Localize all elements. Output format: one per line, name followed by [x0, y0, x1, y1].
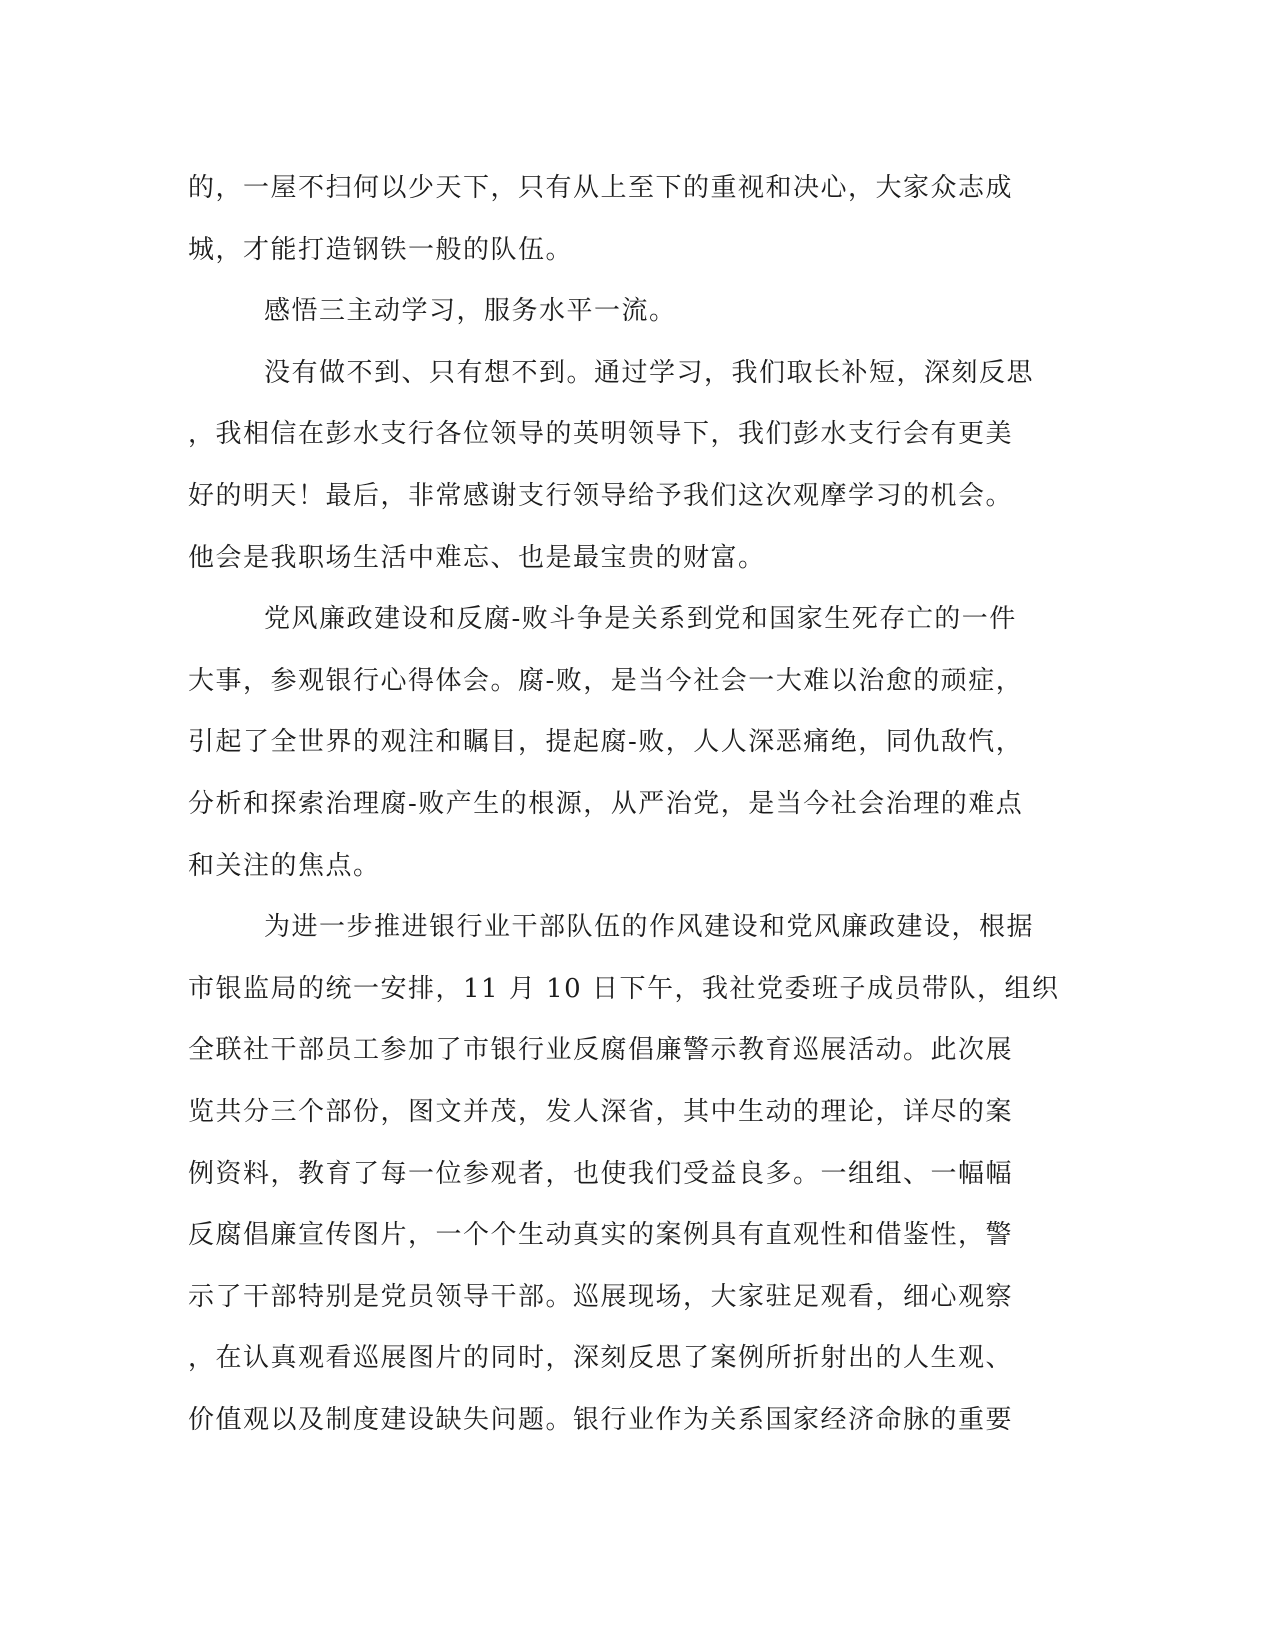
text-line: 市银监局的统一安排，11 月 10 日下午，我社党委班子成员带队，组织 [188, 973, 1060, 1004]
text-line: 反腐倡廉宣传图片，一个个生动真实的案例具有直观性和借鉴性，警 [188, 1220, 1014, 1251]
text-line: 引起了全世界的观注和瞩目，提起腐-败，人人深恶痛绝，同仇敌忾， [188, 727, 1024, 758]
text-line: 的，一屋不扫何以少天下，只有从上至下的重视和决心，大家众志成 [188, 173, 1014, 203]
text-line: ，我相信在彭水支行各位领导的英明领导下，我们彭水支行会有更美 [188, 419, 1014, 450]
text-line: 示了干部特别是党员领导干部。巡展现场，大家驻足观看，细心观察 [188, 1281, 1014, 1312]
text-line: 分析和探索治理腐-败产生的根源，从严治党，是当今社会治理的难点 [188, 788, 1024, 819]
section-heading: 感悟三主动学习，服务水平一流。 [264, 296, 677, 327]
text-line: 大事，参观银行心得体会。腐-败，是当今社会一大难以治愈的顽症， [188, 665, 1024, 696]
text-line: 为进一步推进银行业干部队伍的作风建设和党风廉政建设，根据 [264, 912, 1035, 943]
text-line: 览共分三个部份，图文并茂，发人深省，其中生动的理论，详尽的案 [188, 1096, 1014, 1127]
text-line: 他会是我职场生活中难忘、也是最宝贵的财富。 [188, 542, 766, 573]
text-line: 没有做不到、只有想不到。通过学习，我们取长补短，深刻反思 [264, 357, 1035, 388]
text-line: 价值观以及制度建设缺失问题。银行业作为关系国家经济命脉的重要 [188, 1404, 1014, 1435]
text-line: 全联社干部员工参加了市银行业反腐倡廉警示教育巡展活动。此次展 [188, 1035, 1014, 1066]
text-line: 党风廉政建设和反腐-败斗争是关系到党和国家生死存亡的一件 [264, 604, 1017, 635]
text-line: 和关注的焦点。 [188, 850, 381, 881]
text-line: 例资料，教育了每一位参观者，也使我们受益良多。一组组、一幅幅 [188, 1158, 1014, 1189]
text-line: ，在认真观看巡展图片的同时，深刻反思了案例所折射出的人生观、 [188, 1343, 1014, 1374]
text-line: 好的明天！最后，非常感谢支行领导给予我们这次观摩学习的机会。 [188, 480, 1014, 511]
text-line: 城，才能打造钢铁一般的队伍。 [188, 234, 574, 265]
document-body [188, 158, 1088, 1451]
